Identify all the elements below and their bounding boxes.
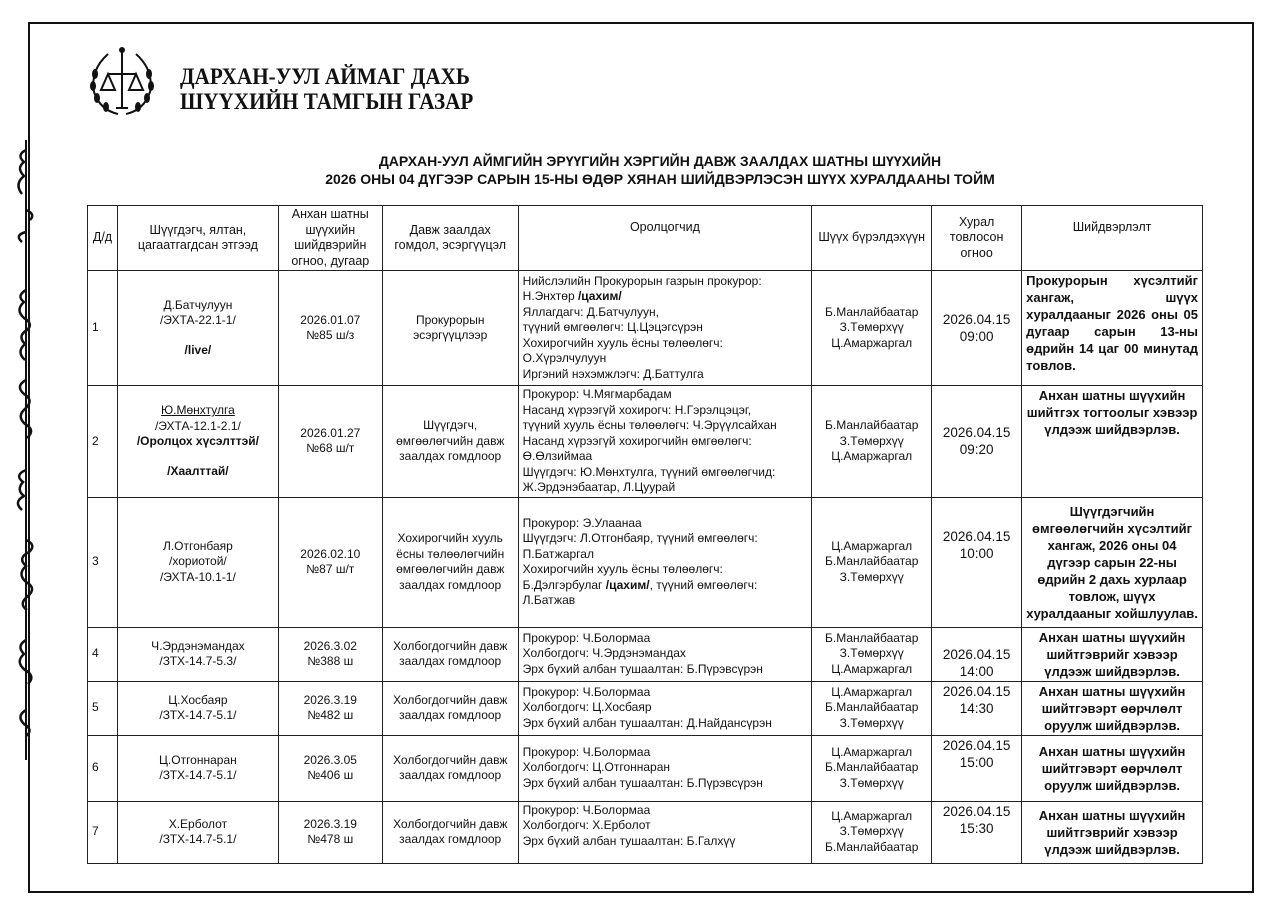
- row-number: 7: [88, 801, 118, 863]
- judge: Б.Манлайбаатар: [824, 554, 919, 569]
- table-row: [88, 681, 1203, 735]
- judge: Ц.Амаржаргал: [831, 808, 913, 823]
- row-number: 6: [88, 735, 118, 801]
- row-number: 2: [88, 386, 118, 498]
- hearing-time: 14:30: [959, 700, 994, 716]
- judge: З.Төмөрхүү: [839, 320, 904, 335]
- judge: Б.Манлайбаатар: [824, 630, 919, 645]
- judges-cell: [812, 735, 932, 801]
- person-cell: [117, 681, 278, 735]
- person-cell: [117, 801, 278, 863]
- table-row: [88, 497, 1203, 627]
- participant-line: Эрх бүхий албан тушаалтан: Б.Пүрэвсүрэн: [522, 661, 763, 676]
- ruling-number: №482 ш: [307, 708, 354, 722]
- case-article: /ЭХТА-12.1-2.1/: [154, 418, 241, 433]
- person-cell: [117, 735, 278, 801]
- hearing-date: 2026.04.15: [942, 312, 1011, 327]
- ruling-number: №388 ш: [307, 654, 354, 668]
- participant-line: Эрх бүхий албан тушаалтан: Б.Галхүү: [522, 833, 736, 848]
- person-name: Л.Отгонбаяр: [162, 538, 233, 553]
- participant-line: Прокурор: Ч.Болормаа: [522, 744, 651, 759]
- participant-line: Яллагдагч: Д.Батчулуун,: [522, 304, 660, 319]
- table-row: [88, 386, 1203, 498]
- decision-cell: Прокурорын хүсэлтийг хангаж, шүүх хуралдааныг 2026 оны 05 дугаар сарын 13-ны өдрийн 14 цаг 00 минутад товлов.: [1022, 271, 1203, 386]
- appeal-cell: Холбогдогчийн давж заалдах гомдлоор: [382, 681, 518, 735]
- participant-line: [523, 578, 808, 594]
- appeal-cell: Холбогдогчийн давж заалдах гомдлоор: [382, 627, 518, 681]
- participant-line: Л.Батжав: [522, 593, 576, 607]
- row-number: 4: [88, 627, 118, 681]
- hearing-date: 2026.04.15: [942, 803, 1011, 819]
- participant-line: Прокурор: Ч.Болормаа: [522, 684, 651, 699]
- hearing-time: 09:20: [959, 442, 994, 458]
- decision-cell: Анхан шатны шүүхийн шийтгэврийг хэвээр үлдээж шийдвэрлэв.: [1022, 801, 1203, 863]
- decision-cell: Анхан шатны шүүхийн шийтгэвэрт өөрчлөлт оруулж шийдвэрлэв.: [1022, 735, 1203, 801]
- ruling-cell: [278, 801, 382, 863]
- judges-cell: [812, 271, 932, 386]
- hearing-cell: [932, 386, 1022, 498]
- participant-line: Холбогдогч: Ц.Хосбаяр: [522, 700, 652, 715]
- ruling-cell: [278, 735, 382, 801]
- decision-cell: Анхан шатны шүүхийн шийтгэвэрт өөрчлөлт оруулж шийдвэрлэв.: [1022, 681, 1203, 735]
- col-header-person: Шүүгдэгч, ялтан, цагаатгагдсан этгээд: [117, 206, 278, 271]
- row-number: 1: [88, 271, 118, 386]
- person-name: Ч.Эрдэнэмандах: [151, 638, 245, 653]
- hearing-time: 09:00: [959, 329, 994, 344]
- ruling-date: 2026.3.19: [303, 692, 357, 707]
- participant-line: Нийслэлийн Прокурорын газрын прокурор:: [522, 273, 762, 288]
- row-number: 5: [88, 681, 118, 735]
- hearing-cell: [932, 735, 1022, 801]
- hearings-table: [87, 205, 1203, 864]
- case-article: /ЗТХ-14.7-5.3/: [159, 654, 237, 668]
- title-line-2: 2026 ОНЫ 04 ДҮГЭЭР САРЫН 15-НЫ ӨДӨР ХЯНАН ШИЙДВЭРЛЭСЭН ШҮҮХ ХУРАЛДААНЫ ТОЙМ: [325, 171, 995, 187]
- hearing-date: 2026.04.15: [942, 425, 1011, 441]
- judge: З.Төмөрхүү: [839, 646, 904, 661]
- case-article: /ЗТХ-14.7-5.1/: [159, 708, 237, 722]
- judge: З.Төмөрхүү: [839, 824, 904, 839]
- participant-line: Насанд хүрээгүй хохирогчийн өмгөөлөгч:: [522, 433, 752, 448]
- hearing-time: 14:00: [959, 663, 994, 679]
- title-line-1: ДАРХАН-УУЛ АЙМГИЙН ЭРҮҮГИЙН ХЭРГИЙН ДАВЖ ЗААЛДАХ ШАТНЫ ШҮҮХИЙН: [378, 153, 942, 169]
- participants-cell: [518, 271, 812, 386]
- judges-cell: [812, 386, 932, 498]
- table-header-row: [88, 206, 1203, 271]
- detention-tag: /хориотой/: [169, 554, 227, 569]
- case-article: /ЭХТА-10.1-1/: [159, 569, 236, 584]
- participant-line: Иргэний нэхэмжлэгч: Д.Баттулга: [522, 366, 704, 381]
- ruling-cell: [278, 497, 382, 627]
- person-name: Ц.Отгоннаран: [159, 752, 237, 767]
- decision-cell: Анхан шатны шүүхийн шийтгэх тогтоолыг хэвээр үлдээж шийдвэрлэв.: [1022, 386, 1203, 498]
- judges-cell: [812, 681, 932, 735]
- judge: З.Төмөрхүү: [839, 569, 904, 584]
- ruling-date: 2026.01.27: [300, 425, 361, 440]
- online-tag: /цахим/: [605, 577, 650, 592]
- case-article: /ЗТХ-14.7-5.1/: [159, 768, 237, 782]
- hearing-cell: [932, 497, 1022, 627]
- col-header-appeal: Давж заалдах гомдол, эсэргүүцэл: [382, 206, 518, 271]
- hearing-date: 2026.04.15: [942, 646, 1011, 662]
- participant-line: Холбогдогч: Ц.Отгоннаран: [522, 760, 671, 775]
- participant-line: Эрх бүхий албан тушаалтан: Д.Найдансүрэн: [522, 715, 772, 730]
- participant-line: П.Батжаргал: [522, 546, 594, 561]
- case-article: /ЭХТА-22.1-1/: [159, 313, 236, 328]
- col-header-participants: Оролцогчид: [518, 206, 812, 271]
- judge: Ц.Амаржаргал: [831, 449, 913, 463]
- participant-line: Хохирогчийн хууль ёсны төлөөлөгч:: [522, 562, 723, 576]
- ruling-cell: [278, 681, 382, 735]
- hearing-cell: [932, 627, 1022, 681]
- participant-line: Шүүгдэгч: Л.Отгонбаяр, түүний өмгөөлөгч:: [522, 531, 758, 545]
- participants-cell: [518, 386, 812, 498]
- table-row: [88, 735, 1203, 801]
- participants-cell: [518, 735, 812, 801]
- ruling-date: 2026.3.19: [303, 816, 357, 831]
- judge: З.Төмөрхүү: [839, 715, 904, 730]
- judge: З.Төмөрхүү: [839, 775, 904, 790]
- participant-line: Ж.Эрдэнэбаатар, Л.Цуурай: [522, 480, 676, 494]
- hearing-time: 15:00: [959, 754, 994, 770]
- judge: Ц.Амаржаргал: [831, 661, 913, 676]
- participation-request-tag: /Оролцох хүсэлттэй/: [136, 434, 259, 449]
- participant-line: түүний өмгөөлөгч: Ц.Цэцэгсүрэн: [522, 320, 703, 335]
- participant-line: Прокурор: Э.Улаанаа: [522, 515, 642, 530]
- ruling-number: №68 ш/т: [306, 441, 355, 456]
- col-header-no: Д/д: [88, 206, 118, 271]
- table-row: [88, 801, 1203, 863]
- person-name: Ю.Мөнхтулга: [161, 403, 235, 418]
- col-header-decision: Шийдвэрлэлт: [1022, 206, 1203, 271]
- ruling-date: 2026.01.07: [300, 312, 361, 327]
- ruling-date: 2026.02.10: [300, 546, 361, 561]
- participant-name: Б.Дэлгэрбулаг: [522, 577, 606, 592]
- table-row: [88, 271, 1203, 386]
- org-line-2: ШҮҮХИЙН ТАМГЫН ГАЗАР: [180, 89, 474, 114]
- hearing-time: 10:00: [959, 545, 994, 561]
- appeal-cell: Хохирогчийн хууль ёсны төлөөлөгчийн өмгөөлөгчийн давж заалдах гомдлоор: [382, 497, 518, 627]
- col-header-ruling: Анхан шатны шүүхийн шийдвэрийн огноо, дугаар: [278, 206, 382, 271]
- hearing-date: 2026.04.15: [942, 683, 1011, 699]
- participants-cell: [518, 801, 812, 863]
- online-tag: /цахим/: [577, 289, 622, 304]
- judge: Ц.Амаржаргал: [831, 335, 913, 350]
- person-cell: [117, 271, 278, 386]
- judge: Ц.Амаржаргал: [831, 684, 913, 699]
- mongolian-script-decoration: [4, 140, 44, 760]
- court-emblem-logo: [86, 44, 158, 118]
- appeal-cell: Холбогдогчийн давж заалдах гомдлоор: [382, 735, 518, 801]
- judges-cell: [812, 497, 932, 627]
- judge: Б.Манлайбаатар: [824, 700, 919, 715]
- ruling-cell: [278, 271, 382, 386]
- person-name: Ц.Хосбаяр: [168, 692, 228, 707]
- ruling-date: 2026.3.02: [303, 638, 357, 653]
- col-header-judges: Шүүх бүрэлдэхүүн: [812, 206, 932, 271]
- case-article: /ЗТХ-14.7-5.1/: [159, 832, 237, 846]
- judge: Ц.Амаржаргал: [831, 538, 913, 553]
- person-name: Д.Батчулуун: [163, 297, 233, 312]
- ruling-date: 2026.3.05: [303, 752, 357, 767]
- judge: Ц.Амаржаргал: [831, 744, 913, 759]
- hearing-time: 15:30: [959, 820, 994, 836]
- person-cell: [117, 497, 278, 627]
- organization-name: [180, 64, 473, 114]
- judge: Б.Манлайбаатар: [824, 304, 919, 319]
- hearing-cell: [932, 681, 1022, 735]
- judge: Б.Манлайбаатар: [824, 839, 919, 854]
- document-title: [290, 152, 1030, 188]
- participant-line: Шүүгдэгч: Ю.Мөнхтулга, түүний өмгөөлөгчид:: [522, 464, 776, 479]
- participant-line: Холбогдогч: Х.Ерболот: [522, 818, 651, 832]
- decision-cell: Шүүгдэгчийн өмгөөлөгчийн хүсэлтийг хангаж, 2026 оны 04 дүгээр сарын 22-ны өдрийн 2 дахь хурлаар товлож, шүүх хуралдааныг хойшлуулав.: [1022, 497, 1203, 627]
- participants-cell: [518, 681, 812, 735]
- table-row: [88, 627, 1203, 681]
- participant-line: Эрх бүхий албан тушаалтан: Б.Пүрэвсүрэн: [522, 775, 763, 790]
- hearing-mode-tag: /live/: [184, 342, 212, 357]
- appeal-cell: Шүүгдэгч, өмгөөлөгчийн давж заалдах гомдлоор: [382, 386, 518, 498]
- hearing-cell: [932, 271, 1022, 386]
- col-header-hearing-date: Хурал товлосон огноо: [932, 206, 1022, 271]
- participant-line: Прокурор: Ч.Болормаа: [522, 802, 651, 817]
- judge: Б.Манлайбаатар: [824, 418, 919, 432]
- participant-line: Прокурор: Ч.Мягмарбадам: [522, 387, 672, 401]
- participant-line: О.Хүрэлчулуун: [522, 351, 607, 366]
- judge: З.Төмөрхүү: [839, 433, 904, 448]
- judges-cell: [812, 627, 932, 681]
- participant-line: [523, 289, 808, 305]
- participant-role: , түүний өмгөөлөгч:: [649, 577, 758, 592]
- ruling-number: №478 ш: [307, 832, 354, 846]
- participant-line: Прокурор: Ч.Болормаа: [522, 630, 651, 645]
- participants-cell: [518, 627, 812, 681]
- participant-line: Хохирогчийн хууль ёсны төлөөлөгч:: [522, 335, 723, 350]
- closed-hearing-tag: /Хаалттай/: [167, 463, 229, 478]
- person-cell: [117, 627, 278, 681]
- org-line-1: ДАРХАН-УУЛ АЙМАГ ДАХЬ: [180, 64, 470, 89]
- ruling-cell: [278, 627, 382, 681]
- ruling-number: №406 ш: [307, 768, 354, 782]
- ruling-number: №87 ш/т: [306, 562, 355, 576]
- participant-line: түүний хууль ёсны төлөөлөгч: Ч.Эрүүлсайхан: [522, 418, 777, 432]
- person-name: Х.Ерболот: [168, 816, 228, 831]
- participant-name: Н.Энхтөр: [522, 289, 578, 304]
- participants-cell: [518, 497, 812, 627]
- judge: Б.Манлайбаатар: [824, 760, 919, 775]
- hearing-cell: [932, 801, 1022, 863]
- hearing-date: 2026.04.15: [942, 528, 1011, 544]
- person-cell: [117, 386, 278, 498]
- decision-cell: Анхан шатны шүүхийн шийтгэврийг хэвээр үлдээж шийдвэрлэв.: [1022, 627, 1203, 681]
- appeal-cell: Прокурорын эсэргүүцлээр: [382, 271, 518, 386]
- judges-cell: [812, 801, 932, 863]
- ruling-number: №85 ш/з: [306, 328, 355, 342]
- appeal-cell: Холбогдогчийн давж заалдах гомдлоор: [382, 801, 518, 863]
- hearing-date: 2026.04.15: [942, 737, 1011, 753]
- participant-line: Ө.Өлзиймаа: [522, 449, 593, 463]
- ruling-cell: [278, 386, 382, 498]
- participant-line: Холбогдогч: Ч.Эрдэнэмандах: [522, 646, 686, 661]
- row-number: 3: [88, 497, 118, 627]
- participant-line: Насанд хүрээгүй хохирогч: Н.Гэрэлцэцэг,: [522, 402, 752, 417]
